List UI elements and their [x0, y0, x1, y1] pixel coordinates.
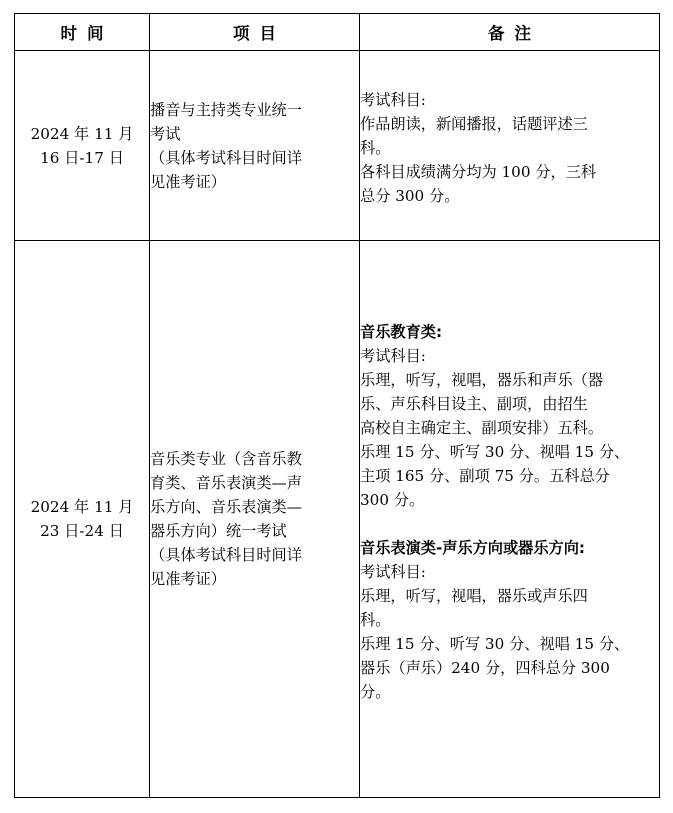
project-cell	[150, 51, 360, 241]
project-line: 播音与主持类专业统一	[150, 100, 302, 119]
remarks-line: 高校自主确定主、副项安排）五科。	[360, 419, 603, 437]
remarks-line: 分。	[360, 683, 391, 701]
remarks-line: 考试科目:	[360, 563, 426, 581]
remarks-line: 乐、声乐科目设主、副项，由招生	[360, 395, 588, 413]
remarks-line: 主项 165 分、副项 75 分。五科总分	[360, 467, 610, 485]
date-cell	[15, 51, 150, 241]
project-line: 见准考证）	[150, 570, 226, 588]
remarks-cell	[360, 51, 660, 241]
exam-schedule-table	[14, 13, 660, 798]
date-cell	[15, 241, 150, 798]
remarks-line: 科。	[360, 611, 391, 629]
remarks-line: 乐理 15 分、听写 30 分、视唱 15 分、	[360, 443, 630, 461]
date-line: 2024 年 11 月	[30, 124, 134, 143]
remarks-cell	[360, 241, 660, 798]
date-line: 2024 年 11 月	[30, 498, 134, 516]
section-spacer	[360, 512, 659, 536]
remarks-line: 作品朗读，新闻播报，话题评述三	[360, 115, 588, 133]
section-title-music-education: 音乐教育类:	[360, 323, 443, 341]
date-line: 23 日-24 日	[40, 522, 124, 540]
project-cell	[150, 241, 360, 798]
table-row	[15, 51, 660, 241]
project-line: 器乐方向）统一考试	[150, 522, 287, 540]
section-title-music-performance: 音乐表演类-声乐方向或器乐方向:	[360, 539, 586, 557]
remarks-line: 考试科目:	[360, 347, 426, 365]
header-remarks: 备注	[360, 14, 660, 51]
remarks-line: 总分 300 分。	[360, 187, 460, 205]
remarks-line: 考试科目:	[360, 91, 426, 109]
project-line: （具体考试科目时间详	[150, 546, 302, 564]
project-line: 育类、音乐表演类—声	[150, 474, 302, 492]
project-line: （具体考试科目时间详	[150, 148, 302, 167]
header-row	[15, 14, 660, 51]
project-line: 考试	[150, 124, 181, 143]
remarks-line: 各科目成绩满分均为 100 分，三科	[360, 163, 597, 181]
project-line: 音乐类专业（含音乐教	[150, 450, 302, 468]
header-time: 时间	[15, 14, 150, 51]
project-line: 见准考证）	[150, 172, 226, 191]
header-project: 项目	[150, 14, 360, 51]
remarks-line: 乐理 15 分、听写 30 分、视唱 15 分、	[360, 635, 630, 653]
table-row	[15, 241, 660, 798]
remarks-line: 乐理，听写，视唱，器乐和声乐（器	[360, 371, 603, 389]
remarks-line: 300 分。	[360, 491, 425, 509]
project-line: 乐方向、音乐表演类—	[150, 498, 302, 516]
remarks-line: 科。	[360, 139, 391, 157]
remarks-line: 乐理，听写，视唱，器乐或声乐四	[360, 587, 588, 605]
date-line: 16 日-17 日	[40, 148, 124, 167]
remarks-line: 器乐（声乐）240 分，四科总分 300	[360, 659, 610, 677]
